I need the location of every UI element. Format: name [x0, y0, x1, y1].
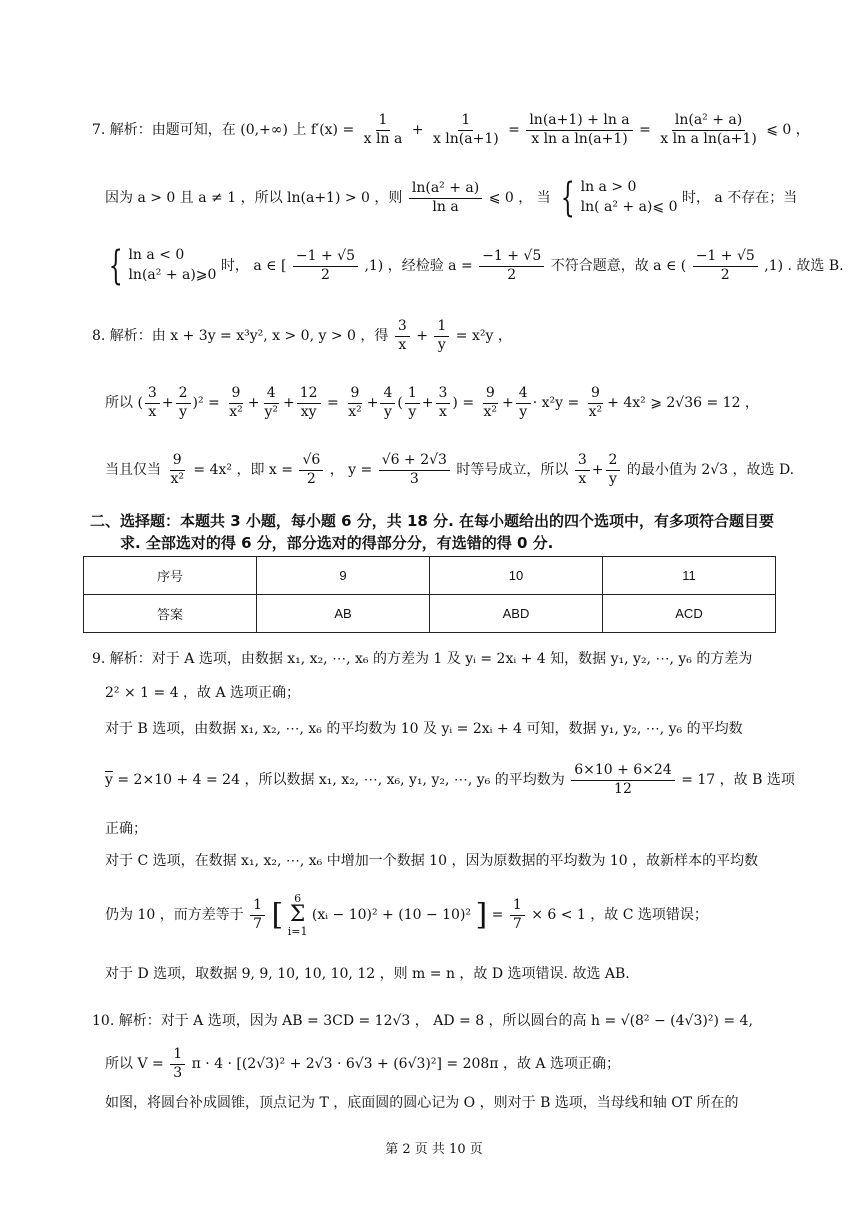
q10-line-3: 如图，将圆台补成圆锥，顶点记为 T ，底面圆的圆心记为 O ，则对于 B 选项，当母线和轴 OT 所在的 — [105, 1095, 739, 1111]
fraction: $\frac{\text{ln(a² + a)}}{\text{ln a}}$ — [409, 180, 482, 216]
fraction: $\frac{-1 + √5}{2}$ — [693, 248, 758, 284]
fraction: $\frac{\text{ln(a+1) + ln a}}{\text{x ln a ln(a+1)}}$ — [526, 112, 632, 148]
page-footer: 第 2 页 共 10 页 — [385, 1142, 483, 1157]
q9-line-4: $\overline{y} = 2\times 10 + 4 = 24$ ，所以数据 x₁, x₂, ⋯, x₆, y₁, y₂, ⋯, y₆ 的平均数为 $\frac{6\times 10 + 6\times 24}{12}$ = 17 ，故 B 选项 — [105, 762, 795, 797]
table-cell: 答案 — [84, 595, 257, 633]
summation: 6 Σ i=1 — [287, 892, 308, 938]
table-cell: 10 — [430, 557, 603, 595]
table-cell: 11 — [603, 557, 776, 595]
fraction: $\frac{1}{y}$ — [434, 318, 449, 354]
table-cell: AB — [257, 595, 430, 633]
fraction: $\frac{\text{ln(a² + a)}}{\text{x ln a ln(a+1)}}$ — [660, 112, 757, 147]
table-cell: ACD — [603, 595, 776, 633]
table-row — [84, 557, 776, 595]
case-system: { ln a > 0 ln( a² + a)⩽ 0 — [560, 175, 678, 221]
fraction: $\frac{-1 + √5}{2}$ — [293, 248, 358, 284]
q9-line-8: 对于 D 选项，取数据 9, 9, 10, 10, 10, 12 ，则 m = n ，故 D 选项错误. 故选 AB. — [105, 966, 630, 982]
fraction: $\frac{1}{\text{x ln(a+1)}}$ — [432, 112, 499, 147]
q7-intro: 7. 解析：由题可知，在 (0,+∞) 上 f′(x) = — [92, 122, 355, 138]
q8-line-3: 当且仅当 $\frac{9}{\text{x²}}$ = 4x² ，即 x = $\frac{√6}{2}$ ， y = $\frac{√6 + 2√3}{3}$ 时等号成立，所以 $\frac{3}{x}$ + $\frac{2}{y}$ 的最小值为 2√3 ，故选 D. — [105, 452, 795, 487]
q7-line-1: 7. 解析：由题可知，在 (0,+∞) 上 f′(x) = $\frac{1}{\text{x ln a}}$ + $\frac{1}{\text{x ln(a+1)}}$ = $\frac{\text{ln(a+1) + ln a}}{\text{x ln a ln(a+1)}}$ = $\frac{\text{ln(a² + a)}}{\text{x ln a ln(a+1)}}$ ⩽ 0 ， — [92, 112, 810, 147]
fraction: $\frac{-1 + √5}{2}$ — [479, 248, 544, 284]
fraction: $\frac{1}{\text{x ln a}}$ — [363, 112, 403, 147]
q10-line-2: 所以 V = $\frac{1}{3}$ π · 4 · [(2√3)² + 2√3 · 6√3 + (6√3)²] = 208π ，故 A 选项正确； — [105, 1046, 620, 1081]
fraction: $\frac{3}{x}$ — [395, 318, 410, 354]
section-heading: 二、选择题：本题共 3 小题，每小题 6 分，共 18 分. 在每小题给出的四个选项中，有多项符合题目要 — [90, 512, 775, 530]
q9-line-3: 对于 B 选项，由数据 x₁, x₂, ⋯, x₆ 的平均数为 10 及 yᵢ = 2xᵢ + 4 可知，数据 y₁, y₂, ⋯, y₆ 的平均数 — [105, 721, 743, 737]
q8-line-1: 8. 解析：由 x + 3y = x³y², x > 0, y > 0 ，得 $\frac{3}{x}$ + $\frac{1}{y}$ = x²y ， — [92, 318, 512, 353]
q8-line-2: 所以 ( $\frac{3}{x}$ + $\frac{2}{y}$ )² = $\frac{9}{\text{x²}}$ + $\frac{4}{\text{y²}}$ + $\frac{12}{xy}$ = $\frac{9}{\text{x²}}$ + $\frac{4}{y}$ ( $\frac{1}{y}$ + $\frac{3}{x}$ ) = $\frac{9}{\text{x²}}$ + $\frac{4}{y}$ · x²y = $\frac{9}{\text{x²}}$ + 4x² ⩾ 2√36 = 12 ， — [105, 385, 759, 420]
table-cell: 序号 — [84, 557, 257, 595]
q9-line-2: 2² × 1 = 4 ，故 A 选项正确； — [105, 685, 301, 701]
q7-line-2: 因为 a > 0 且 a ≠ 1 ，所以 ln(a+1) > 0 ，则 $\frac{\text{ln(a² + a)}}{\text{ln a}}$ ⩽ 0 ， 当 { ln a > 0 ln( a² + a)⩽ 0 时， a 不存在；当 — [105, 175, 798, 221]
table-cell: ABD — [430, 595, 603, 633]
q10-line-1: 10. 解析：对于 A 选项，因为 AB = 3CD = 12√3 ， AD = 8 ，所以圆台的高 h = √(8² − (4√3)²) = 4, — [92, 1013, 753, 1029]
table-cell: 9 — [257, 557, 430, 595]
q9-line-1: 9. 解析：对于 A 选项，由数据 x₁, x₂, ⋯, x₆ 的方差为 1 及 yᵢ = 2xᵢ + 4 知，数据 y₁, y₂, ⋯, y₆ 的方差为 — [92, 651, 753, 667]
q7-line-3: { ln a < 0 ln(a² + a)⩾0 时， a ∈ [ $\frac{-1 + √5}{2}$ ,1) ，经检验 a = $\frac{-1 + √5}{2}$ 不符合题意，故 a ∈ ( $\frac{-1 + √5}{2}$ ,1) . 故选 B. — [103, 246, 844, 286]
q9-line-6: 对于 C 选项，在数据 x₁, x₂, ⋯, x₆ 中增加一个数据 10 ，因为原数据的平均数为 10 ，故新样本的平均数 — [105, 853, 759, 869]
q9-line-5: 正确； — [105, 821, 147, 837]
section-heading-cont: 求. 全部选对的得 6 分，部分选对的得部分分，有选错的得 0 分. — [120, 534, 554, 552]
q9-line-7: 仍为 10 ，而方差等于 $\frac{1}{7}$ [ 6 Σ i=1 (xᵢ − 10)² + (10 − 10)² ] = $\frac{1}{7}$ × 6 < 1 ，故 C 选项错误； — [105, 892, 708, 938]
table-row — [84, 595, 776, 633]
answer-table — [83, 556, 776, 633]
case-system: { ln a < 0 ln(a² + a)⩾0 — [108, 243, 217, 289]
